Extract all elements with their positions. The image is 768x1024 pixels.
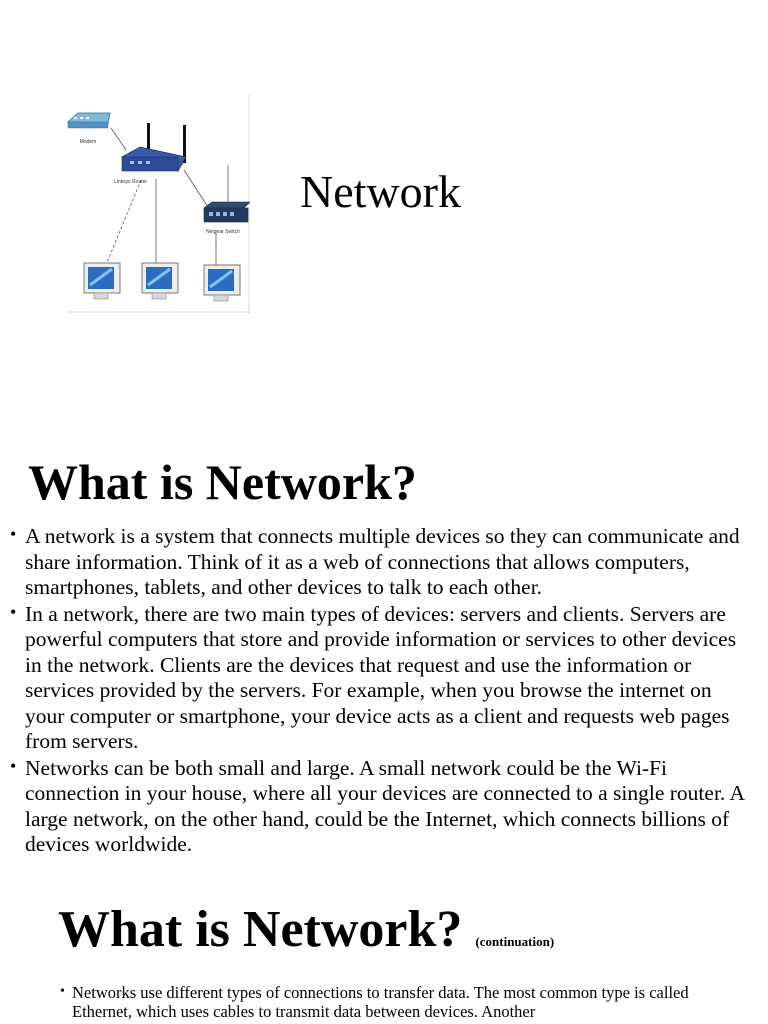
bullet-icon: • — [10, 601, 17, 622]
slide-what-is-network — [0, 440, 768, 865]
slide-network-title — [0, 0, 768, 440]
bullet-text: In a network, there are two main types of devices: servers and clients. Servers are powerful computers that store and provide information or services to other devices in the network. Clients are the devices that request and use the information or services provided by the servers. For example, when you browse the internet on your computer or smartphone, your device acts as a client and requests web pages from servers. — [25, 601, 737, 753]
slide-heading-text: What is Network? — [58, 901, 463, 958]
network-diagram-image — [66, 95, 250, 313]
bullet-list — [10, 524, 745, 859]
bullet-text: Networks use different types of connections to transfer data. The most common type is called Ethernet, which uses cables to transmit data between devices. Another — [72, 983, 689, 1021]
slide-heading — [58, 897, 554, 975]
continuation-note: (continuation) — [475, 934, 555, 949]
bullet-text: A network is a system that connects multiple devices so they can communicate and share information. Think of it as a web of connections that allows computers, smartphones, tablets, and other devices to talk to each other. — [25, 524, 740, 599]
router-label: Linksys Router — [114, 179, 148, 185]
bullet-icon: • — [60, 984, 65, 999]
bullet-item — [10, 602, 745, 755]
slide-title: Network — [300, 166, 461, 217]
slide-heading: What is Network? — [28, 454, 417, 510]
bullet-list — [60, 983, 720, 1021]
bullet-icon: • — [10, 524, 17, 544]
bullet-item — [10, 524, 745, 601]
bullet-item — [10, 756, 745, 858]
bullet-item — [60, 983, 720, 1021]
bullet-text: Networks can be both small and large. A small network could be the Wi-Fi connection in your house, where all your devices are connected to a single router. A large network, on the other hand, could be the Internet, which connects billions of devices worldwide. — [25, 755, 744, 856]
modem-label: Modem — [79, 139, 97, 145]
bullet-icon: • — [10, 755, 17, 776]
slide-what-is-network-continuation — [0, 865, 768, 1024]
switch-label: Netgear Switch — [206, 229, 240, 235]
